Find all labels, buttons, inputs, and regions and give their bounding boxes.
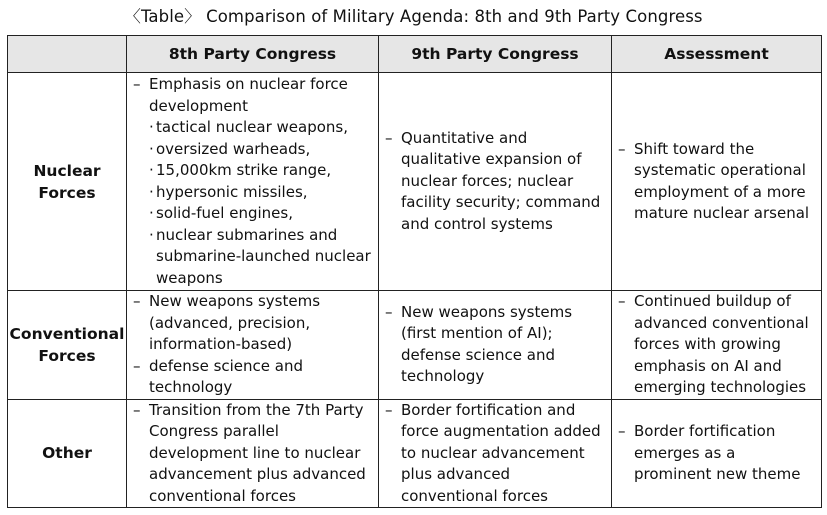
cell-8th-conventional: [127, 291, 379, 400]
sub-bullet-item: · hypersonic missiles,: [149, 182, 308, 201]
table-row-nuclear-forces: [8, 73, 822, 291]
sub-bullet-item: · tactical nuclear weapons,: [149, 118, 349, 136]
cell-assessment-nuclear: [612, 73, 822, 291]
comparison-table: [7, 35, 822, 508]
cell-9th-conventional: [379, 291, 612, 400]
row-label-conventional-forces: Conventional Forces: [8, 291, 127, 400]
header-assessment: Assessment: [612, 36, 822, 73]
cell-8th-nuclear: [127, 73, 379, 291]
cell-assessment-conventional: [612, 291, 822, 400]
cell-9th-nuclear: [379, 73, 612, 291]
bullet-item: – New weapons systems (first mention of AI); defense science and technology: [385, 302, 573, 386]
bullet-item: – Transition from the 7th Party Congress parallel development line to nuclear advancement plus advanced conventional forces: [133, 400, 366, 505]
bullet-item: – Border fortification emerges as a prominent new theme: [618, 422, 801, 483]
cell-8th-other: [127, 399, 379, 508]
sub-bullet-item: · solid-fuel engines,: [149, 204, 293, 222]
header-blank: [8, 36, 127, 73]
bullet-item: – Shift toward the systematic operational employment of a more mature nuclear arsenal: [618, 139, 810, 222]
bullet-item: – Emphasis on nuclear force development: [133, 75, 348, 115]
bullet-item: – Continued buildup of advanced conventional forces with growing emphasis on AI and emerging technologies: [618, 292, 809, 396]
row-label-other: Other: [8, 399, 127, 508]
bullet-item: – Quantitative and qualitative expansion of nuclear forces; nuclear facility security; command and control systems: [385, 128, 601, 233]
sub-bullet-item: · oversized warheads,: [149, 139, 311, 158]
table-row-conventional-forces: [8, 291, 822, 400]
table-caption: 〈Table〉 Comparison of Military Agenda: 8th and 9th Party Congress: [124, 7, 703, 26]
bullet-item: – New weapons systems (advanced, precision, information-based): [133, 292, 321, 353]
sub-bullet-item: · 15,000km strike range,: [149, 161, 332, 179]
header-8th-party-congress: 8th Party Congress: [127, 36, 379, 73]
header-9th-party-congress: 9th Party Congress: [379, 36, 612, 73]
header-row: [8, 36, 822, 73]
cell-9th-other: [379, 399, 612, 508]
cell-assessment-other: [612, 399, 822, 508]
table-row-other: [8, 399, 822, 508]
bullet-item: – defense science and technology: [133, 356, 304, 396]
bullet-item: – Border fortification and force augmentation added to nuclear advancement plus advanced conventional forces: [385, 400, 601, 505]
sub-bullet-item: · nuclear submarines and submarine-launched nuclear weapons: [149, 225, 371, 287]
row-label-nuclear-forces: Nuclear Forces: [8, 73, 127, 291]
